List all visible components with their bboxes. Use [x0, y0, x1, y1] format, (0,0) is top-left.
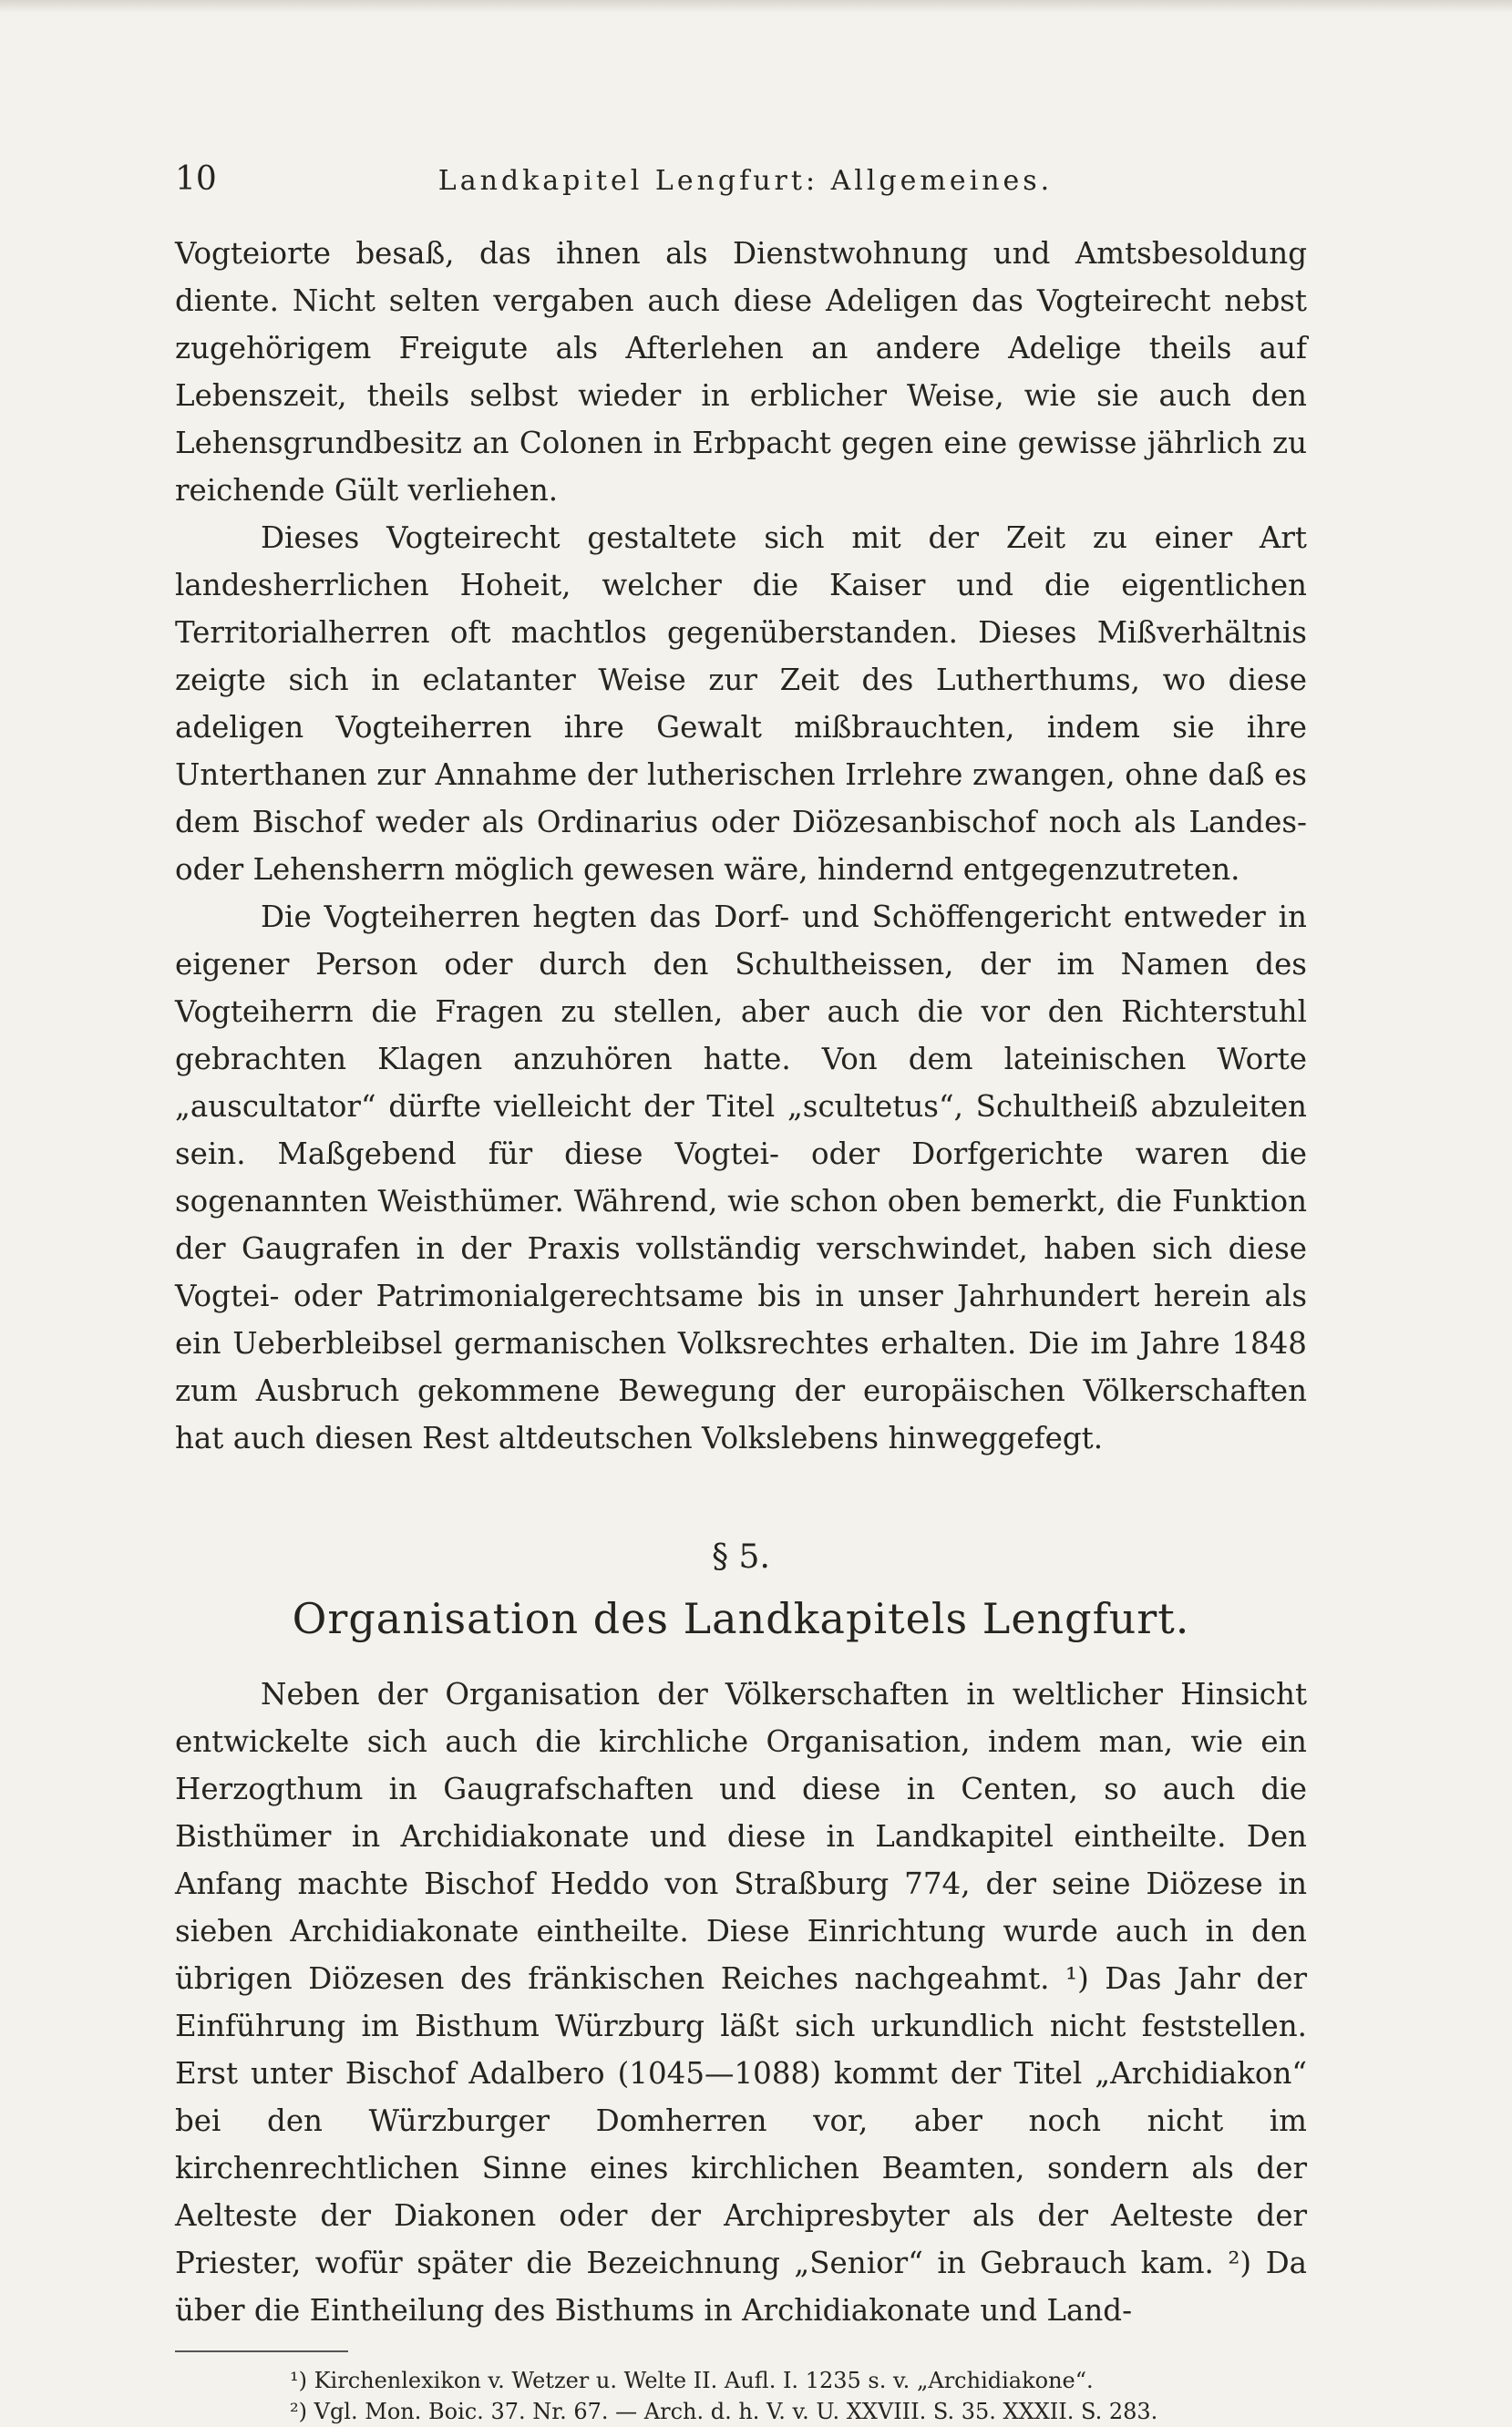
paragraph: Neben der Organisation der Völkerschaften in weltlicher Hinsicht entwickelte sich auch die kirchliche Organisation, indem man, wie ein Herzogthum in Gaugrafschaften und diese in Centen, so auch die Bisthümer in Archidiakonate und diese in Landkapitel eintheilte. Den Anfang machte Bischof Heddo von Straßburg 774, der seine Diözese in sieben Archidiakonate eintheilte. Diese Einrichtung wurde auch in den übrigen Diözesen des fränkischen Reiches nachgeahmt. ¹) Das Jahr der Einführung im Bisthum Würzburg läßt sich urkundlich nicht feststellen. Erst unter Bischof Adalbero (1045—1088) kommt der Titel „Archidiakon“ bei den Würzburger Domherren vor, aber noch nicht im kirchenrechtlichen Sinne eines kirchlichen Beamten, sondern als der Aelteste der Diakonen oder der Archipresbyter als der Aelteste der Priester, wofür später die Bezeichnung „Senior“ in Gebrauch kam. ²) Da über die Eintheilung des Bisthums in Archidiakonate und Land- [175, 1677, 1307, 2328]
page-number: 10 [175, 160, 217, 198]
footnote: ²) Vgl. Mon. Boic. 37. Nr. 67. — Arch. d. h. V. v. U. XXVIII. S. 35. XXXII. S. 283. [290, 2399, 1158, 2424]
paragraph: Vogteiorte besaß, das ihnen als Dienstwohnung und Amtsbesoldung diente. Nicht selten vergaben auch diese Adeligen das Vogteirecht nebst zugehörigem Freigute als Afterlehen an andere Adelige theils auf Lebenszeit, theils selbst wieder in erblicher Weise, wie sie auch den Lehensgrundbesitz an Colonen in Erbpacht gegen eine gewisse jährlich zu reichende Gült verliehen. [175, 236, 1307, 508]
section-number: § 5. [712, 1538, 770, 1576]
page-top-edge [0, 0, 1512, 13]
footnote-rule [175, 2350, 348, 2352]
paragraph: Die Vogteiherren hegten das Dorf- und Schöffengericht entweder in eigener Person oder durch den Schultheissen, der im Namen des Vogteiherrn die Fragen zu stellen, aber auch die vor den Richterstuhl gebrachten Klagen anzuhören hatte. Von dem lateinischen Worte „auscultator“ dürfte vielleicht der Titel „scultetus“, Schultheiß abzuleiten sein. Maßgebend für diese Vogtei- oder Dorfgerichte waren die sogenannten Weisthümer. Während, wie schon oben bemerkt, die Funktion der Gaugrafen in der Praxis vollständig verschwindet, haben sich diese Vogtei- oder Patrimonialgerechtsame bis in unser Jahrhundert herein als ein Ueberbleibsel germanischen Volksrechtes erhalten. Die im Jahre 1848 zum Ausbruch gekommene Bewegung der europäischen Völkerschaften hat auch diesen Rest altdeutschen Volkslebens hinweggefegt. [175, 900, 1307, 1455]
paragraph: Dieses Vogteirecht gestaltete sich mit der Zeit zu einer Art landesherrlichen Hoheit, welcher die Kaiser und die eigentlichen Territorialherren oft machtlos gegenüberstanden. Dieses Mißverhältnis zeigte sich in eclatanter Weise zur Zeit des Lutherthums, wo diese adeligen Vogteiherren ihre Gewalt mißbrauchten, indem sie ihre Unterthanen zur Annahme der lutherischen Irrlehre zwangen, ohne daß es dem Bischof weder als Ordinarius oder Diözesanbischof noch als Landes- oder Lehensherrn möglich gewesen wäre, hindernd entgegenzutreten. [175, 520, 1307, 887]
page-header [175, 160, 1307, 211]
body-text [175, 230, 1307, 2334]
running-title: Landkapitel Lengfurt: Allgemeines. [437, 165, 1054, 197]
section-title: Organisation des Landkapitels Lengfurt. [292, 1594, 1190, 1643]
footnotes [175, 2365, 1307, 2427]
footnote: ¹) Kirchenlexikon v. Wetzer u. Welte II. Aufl. I. 1235 s. v. „Archidiakone“. [290, 2368, 1094, 2393]
book-page [175, 160, 1307, 2427]
